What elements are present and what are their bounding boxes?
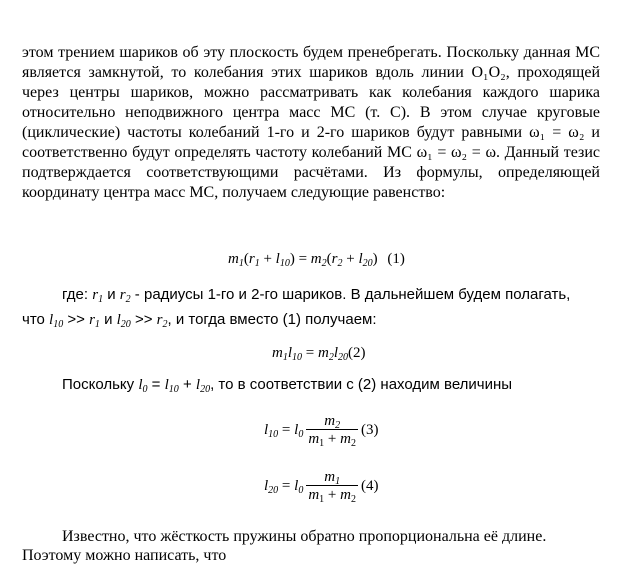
equation-4 (264, 469, 378, 504)
eq1-l10: $l_{10}$ (275, 251, 290, 269)
p2l2-r2: $r_2$ (156, 312, 168, 330)
paragraph-2-line-2 (22, 310, 377, 330)
paragraph-1: этом трением шариков об эту плоскость будем пренебрегать. Поскольку данная МС является замкнутой, то колебания этих шариков вдоль линии O₁O₂, проходящей через центры шариков, можно рассматривать как колебания каждого шарика относительно неподвижного центра масс МС (т. С). В этом случае круговые (циклические) частоты колебаний 1-го и 2-го шариков будут равными ω₁ = ω₂ и соответственно будут определять частоту колебаний МС ω₁ = ω₂ = ω. Данный тезис подтверждается соответствующими расчётами. Из формулы, определяющей координату центра масс МС, получаем следующие равенство: (22, 44, 600, 201)
eq3-denominator: $m_1 + m_2$ (308, 431, 356, 449)
eq1-m2: $m_2$ (310, 251, 327, 269)
p2-r2: $r_2$ (119, 287, 131, 305)
eq2-equals: = (302, 345, 318, 361)
p2l2-r1: $r_1$ (89, 312, 100, 330)
p3-equals: = (147, 376, 165, 393)
eq4-denominator: $m_1 + m_2$ (308, 487, 356, 505)
paragraph-4-line-2: Поэтому можно написать, что (22, 547, 227, 564)
eq1-m1: $m_1$ (228, 251, 244, 269)
eq1-close-paren-2: ) (372, 251, 378, 267)
p2l2-that: что (22, 311, 50, 328)
eq1-equals: = (294, 251, 311, 267)
eq3-fraction (306, 413, 358, 448)
eq1-l20: $l_{20}$ (358, 251, 373, 269)
eq2-l10: $l_{10}$ (287, 345, 303, 363)
p2l2-gg1: >> (63, 311, 90, 328)
eq4-numerator: $m_1$ (324, 469, 341, 487)
p2-r1: $r_1$ (92, 287, 104, 305)
eq3-numerator: $m_2$ (324, 413, 341, 431)
p3-plus: + (178, 376, 196, 393)
eq2-number: (2) (348, 345, 366, 361)
eq1-close-paren: ) (289, 251, 295, 267)
paragraph-4-line-1: Известно, что жёсткость пружины обратно пропорциональна её длине. (62, 528, 547, 545)
p2l2-l10: $l_{10}$ (49, 312, 64, 330)
p2-and: и (103, 286, 120, 303)
eq3-number: (3) (360, 421, 379, 438)
p2l2-rest: , и тогда вместо (1) получаем: (167, 311, 377, 328)
eq1-r1: $r_1$ (248, 251, 260, 269)
eq3-l10: $l_{10}$ (264, 421, 279, 440)
eq1-r2: $r_2$ (331, 251, 343, 269)
p3-start: Поскольку (62, 376, 139, 393)
eq3-equals: = (278, 421, 295, 438)
eq1-open-paren-2: ( (326, 251, 332, 267)
p3-l20: $l_{20}$ (195, 377, 211, 395)
eq1-plus: + (259, 251, 276, 267)
p2l2-l20: $l_{20}$ (116, 312, 131, 330)
eq1-number: (1) (387, 251, 405, 267)
eq4-l0: $l_0$ (294, 477, 304, 496)
eq4-equals: = (278, 477, 295, 494)
eq1-open-paren: ( (243, 251, 249, 267)
eq2-l20: $l_{20}$ (333, 345, 348, 363)
p2l2-gg2: >> (130, 311, 157, 328)
p2-rest: - радиусы 1-го и 2-го шариков. В дальнейшем будем полагать, (130, 286, 571, 303)
equation-3 (264, 413, 378, 448)
eq4-fraction (306, 469, 358, 504)
eq3-l0: $l_0$ (294, 421, 304, 440)
eq2-m1: $m_1$ (272, 345, 288, 363)
eq2-m2: $m_2$ (317, 345, 334, 363)
paragraph-2-line-1 (62, 285, 570, 305)
p3-l10: $l_{10}$ (164, 377, 179, 395)
p2l2-and: и (99, 311, 117, 328)
paragraph-3 (62, 375, 512, 395)
p3-rest: , то в соответствии с (2) находим величины (210, 376, 513, 393)
eq4-number: (4) (360, 477, 379, 494)
eq4-l20: $l_{20}$ (264, 477, 279, 496)
p3-l0: $l_0$ (138, 377, 148, 395)
p2-where: где: (62, 286, 93, 303)
equation-2 (272, 343, 366, 363)
equation-1 (228, 249, 405, 269)
eq1-plus-2: + (342, 251, 359, 267)
